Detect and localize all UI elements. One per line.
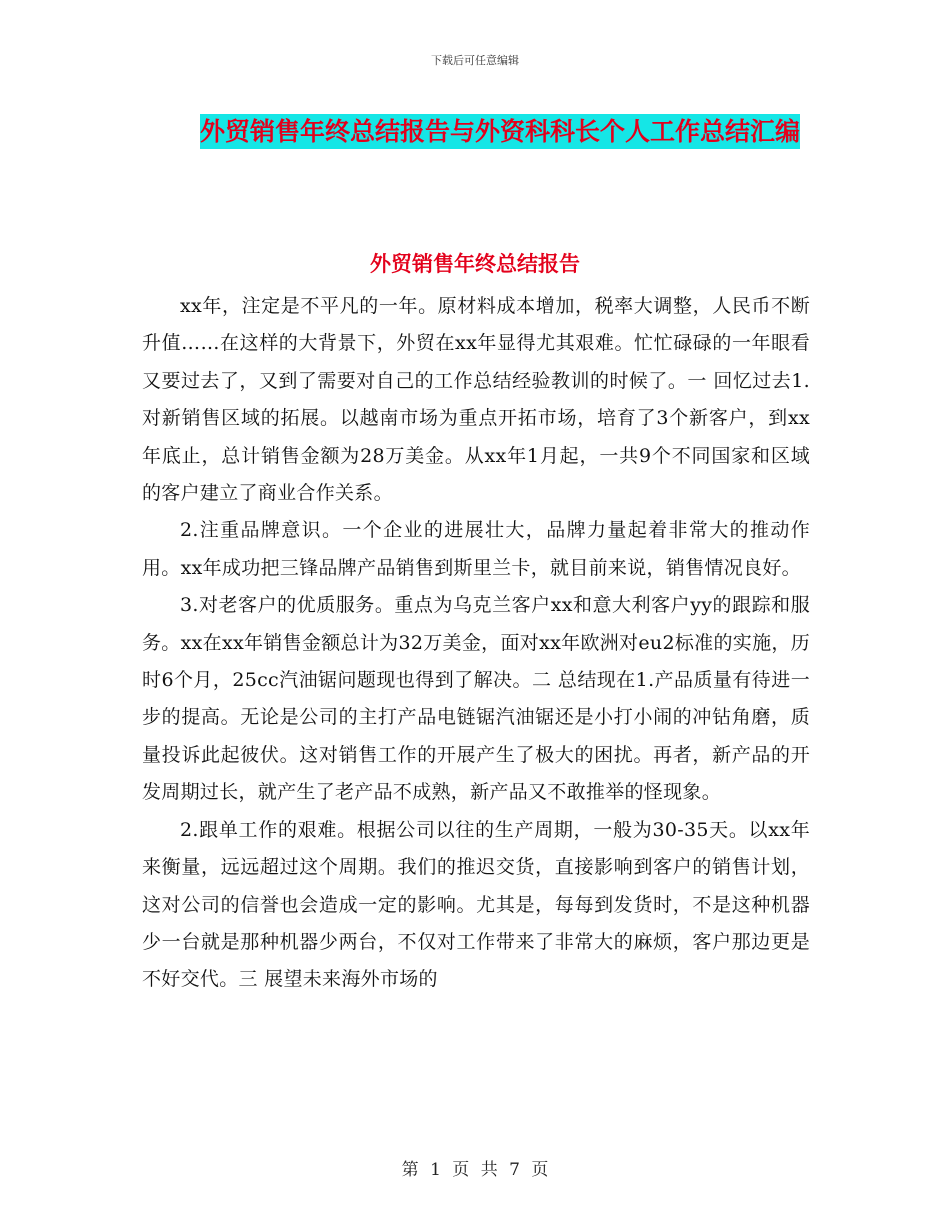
page-number: 第 1 页 共 7 页 bbox=[401, 1160, 549, 1180]
document-title bbox=[180, 110, 820, 154]
page-header-note: 下载后可任意编辑 bbox=[431, 54, 519, 67]
section-title: 外贸销售年终总结报告 bbox=[370, 252, 580, 276]
paragraph: xx年，注定是不平凡的一年。原材料成本增加，税率大调整，人民币不断升值……在这样的大背景下，外贸在xx年显得尤其艰难。忙忙碌碌的一年眼看又要过去了，又到了需要对自己的工作总结经验教训的时候了。一 回忆过去1.对新销售区域的拓展。以越南市场为重点开拓市场，培育了3个新客户，到xx年底止，总计销售金额为28万美金。从xx年1月起，一共9个不同国家和区域的客户建立了商业合作关系。 bbox=[142, 295, 810, 505]
paragraph: 2.注重品牌意识。一个企业的进展壮大，品牌力量起着非常大的推动作用。xx年成功把三锋品牌产品销售到斯里兰卡，就目前来说，销售情况良好。 bbox=[142, 519, 810, 579]
paragraph: 2.跟单工作的艰难。根据公司以往的生产周期，一般为30-35天。以xx年来衡量，远远超过这个周期。我们的推迟交货，直接影响到客户的销售计划，这对公司的信誉也会造成一定的影响。尤其是，每每到发货时，不是这种机器少一台就是那种机器少两台，不仅对工作带来了非常大的麻烦，客户那边更是不好交代。三 展望未来海外市场的 bbox=[142, 818, 810, 991]
document-body bbox=[142, 288, 810, 999]
paragraph: 3.对老客户的优质服务。重点为乌克兰客户xx和意大利客户yy的跟踪和服务。xx在xx年销售金额总计为32万美金，面对xx年欧洲对eu2标准的实施，历时6个月，25cc汽油锯问题现也得到了解决。二 总结现在1.产品质量有待进一步的提高。无论是公司的主打产品电链锯汽油锯还是小打小闹的冲钻角磨，质量投诉此起彼伏。这对销售工作的开展产生了极大的困扰。再者，新产品的开发周期过长，就产生了老产品不成熟，新产品又不敢推举的怪现象。 bbox=[142, 594, 810, 804]
document-title-text: 外贸销售年终总结报告与外资科科长个人工作总结汇编 bbox=[200, 114, 800, 149]
